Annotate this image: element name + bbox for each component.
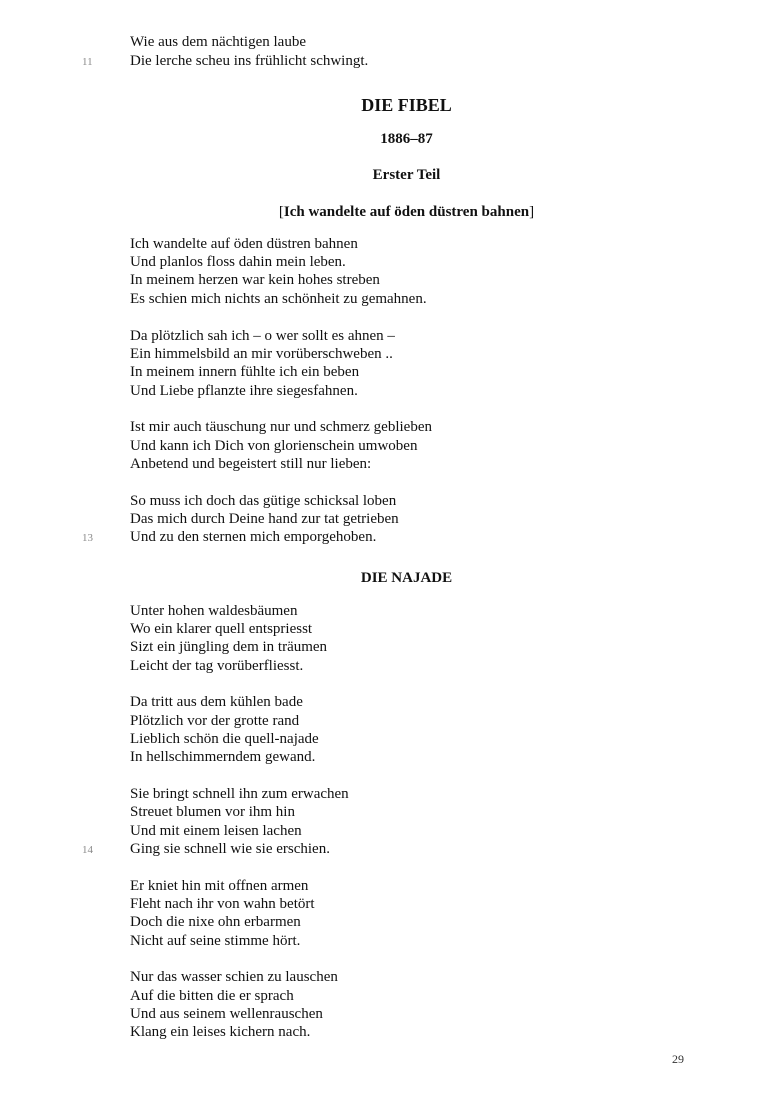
verse-line: Die lerche scheu ins frühlicht schwingt. (130, 53, 369, 69)
margin-line-number: 14 (82, 844, 93, 856)
section-title: DIE FIBEL (361, 95, 452, 115)
verse-line: So muss ich doch das gütige schicksal loben (130, 493, 397, 509)
verse-line: Streuet blumen vor ihm hin (130, 804, 295, 820)
verse-line: Wie aus dem nächtigen laube (130, 34, 306, 50)
verse-line: Wo ein klarer quell entspriesst (130, 621, 313, 637)
verse-line: Anbetend und begeistert still nur lieben: (130, 456, 372, 472)
verse-line: In meinem innern fühlte ich ein beben (130, 364, 360, 380)
verse-line: Lieblich schön die quell-najade (130, 731, 319, 747)
verse-line: Auf die bitten die er sprach (130, 988, 294, 1004)
verse-line: Und mit einem leisen lachen (130, 823, 302, 839)
verse-line: Sizt ein jüngling dem in träumen (130, 639, 328, 655)
verse-line: Es schien mich nichts an schönheit zu gemahnen. (130, 291, 427, 307)
verse-line: Da plötzlich sah ich – o wer sollt es ahnen – (130, 328, 395, 344)
poem-title-text: Ich wandelte auf öden düstren bahnen (283, 204, 530, 220)
verse-line: Fleht nach ihr von wahn betört (130, 896, 315, 912)
verse-line: Sie bringt schnell ihn zum erwachen (130, 786, 349, 802)
verse-line: Und planlos floss dahin mein leben. (130, 254, 346, 270)
verse-line: Und aus seinem wellenrauschen (130, 1006, 323, 1022)
verse-line: Und kann ich Dich von glorienschein umwoben (130, 438, 418, 454)
verse-line: Ging sie schnell wie sie erschien. (130, 841, 330, 857)
verse-line: Er kniet hin mit offnen armen (130, 878, 309, 894)
poem-title (130, 204, 683, 221)
verse-line: Doch die nixe ohn erbarmen (130, 914, 301, 930)
verse-line: Leicht der tag vorüberfliesst. (130, 658, 304, 674)
verse-line: Ich wandelte auf öden düstren bahnen (130, 236, 358, 252)
page-number: 29 (672, 1052, 684, 1066)
margin-line-number: 13 (82, 532, 93, 544)
verse-line: Nur das wasser schien zu lauschen (130, 969, 338, 985)
poem-title: DIE NAJADE (360, 570, 453, 586)
section-years: 1886–87 (380, 131, 433, 147)
verse-line: Da tritt aus dem kühlen bade (130, 694, 303, 710)
verse-line: Das mich durch Deine hand zur tat getrieben (130, 511, 399, 527)
verse-line: Unter hohen waldesbäumen (130, 603, 298, 619)
verse-line: Ist mir auch täuschung nur und schmerz geblieben (130, 419, 432, 435)
verse-line: Ein himmelsbild an mir vorüberschweben .. (130, 346, 393, 362)
verse-line: Plötzlich vor der grotte rand (130, 713, 300, 729)
part-title: Erster Teil (372, 167, 441, 183)
verse-line: Und Liebe pflanzte ihre siegesfahnen. (130, 383, 358, 399)
title-bracket-open: [ (278, 204, 284, 220)
verse-line: In meinem herzen war kein hohes streben (130, 272, 380, 288)
margin-line-number: 11 (82, 56, 93, 68)
verse-line: Nicht auf seine stimme hört. (130, 933, 301, 949)
verse-line: In hellschimmerndem gewand. (130, 749, 316, 765)
verse-line: Und zu den sternen mich emporgehoben. (130, 529, 377, 545)
title-bracket-close: ] (529, 204, 535, 220)
verse-line: Klang ein leises kichern nach. (130, 1024, 311, 1040)
